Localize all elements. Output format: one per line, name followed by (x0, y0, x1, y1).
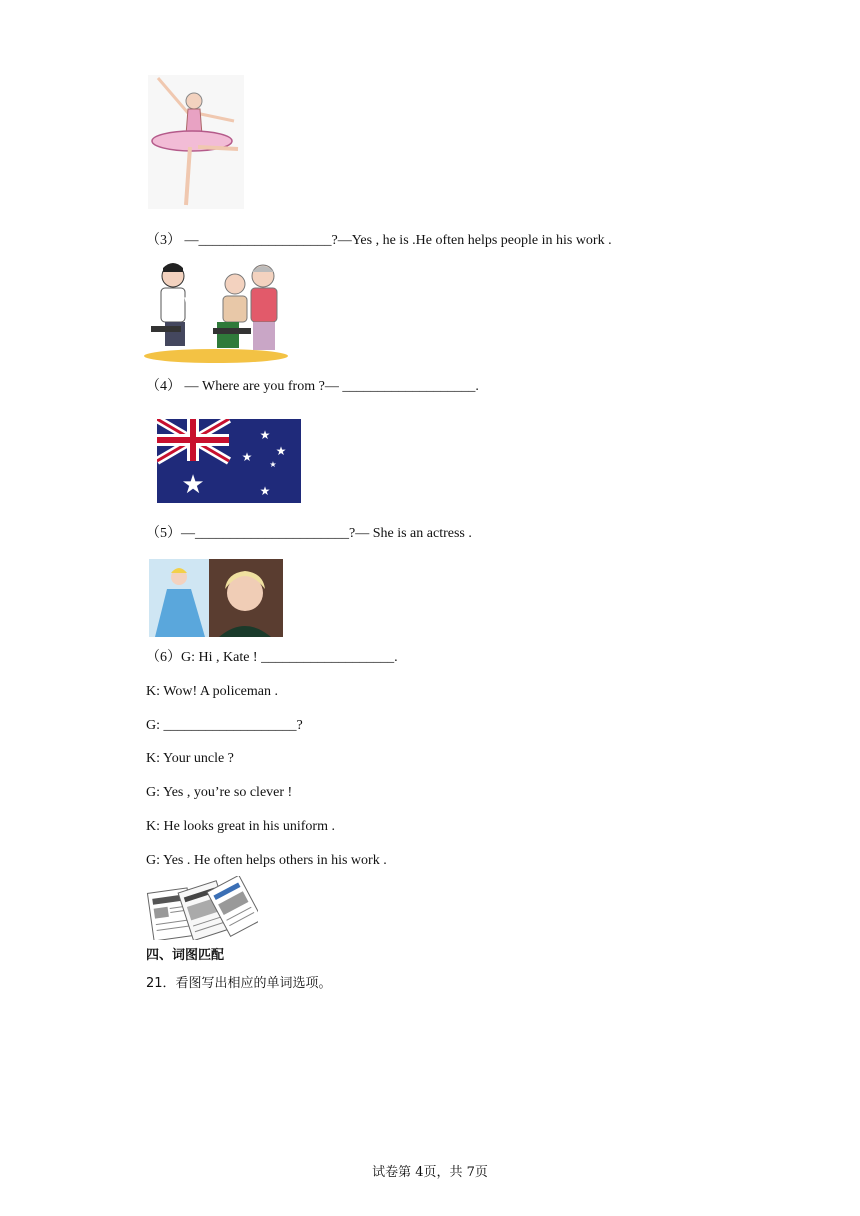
page-footer: 试卷第 4页，共 7页 (372, 1165, 488, 1180)
newspapers-image (146, 876, 258, 940)
dialogue-line: G: Yes , you’re so clever ! (146, 785, 293, 800)
dialogue-line: G: Yes . He often helps others in his work . (146, 853, 387, 868)
actress-image (149, 559, 283, 637)
dialogue-line: K: He looks great in his uniform . (146, 819, 335, 834)
australia-flag-image (157, 419, 301, 503)
question-4: （4） — Where are you from ?— ___________________. (146, 379, 479, 394)
ballerina-image (146, 73, 246, 211)
doctor-image (143, 258, 289, 366)
svg-text:★: ★ (241, 450, 253, 464)
svg-text:★: ★ (259, 484, 271, 498)
dialogue-line: K: Wow! A policeman . (146, 684, 278, 699)
question-21: 21．看图写出相应的单词选项。 (146, 976, 332, 991)
dialogue-line: K: Your uncle ? (146, 751, 234, 766)
svg-text:★: ★ (269, 460, 277, 469)
svg-text:★: ★ (259, 428, 271, 442)
svg-text:★: ★ (275, 444, 287, 458)
question-6-intro: （6）G: Hi , Kate ! ___________________. (146, 650, 398, 665)
svg-text:★: ★ (181, 470, 205, 500)
dialogue-line: G: ___________________? (146, 718, 303, 733)
question-5: （5）—______________________?— She is an actress . (146, 526, 472, 541)
question-3: （3） —___________________?—Yes , he is .He often helps people in his work . (146, 233, 612, 248)
section-heading: 四、词图匹配 (146, 948, 225, 963)
